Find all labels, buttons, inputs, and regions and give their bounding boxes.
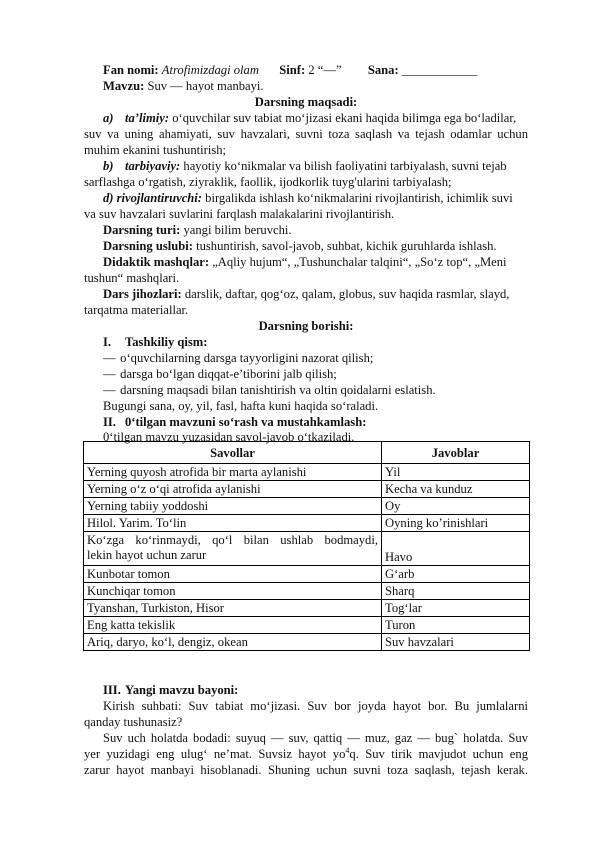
table-row [84, 498, 530, 515]
class-label: Sinf: [279, 63, 306, 77]
goal-b-label: tarbiyaviy: [125, 159, 181, 173]
answer-cell: Kecha va kunduz [382, 481, 530, 498]
section1-title-text: Tashkiliy qism: [125, 335, 208, 349]
section2-note: 0‘tilgan mavzu yuzasidan savol-javob o‘tkaziladi. [103, 430, 355, 444]
goal-d-line1 [103, 191, 513, 207]
answer-cell: Sharq [382, 583, 530, 600]
process-heading-text: Darsning borishi: [258, 319, 354, 333]
states-line1: Suv uch holatda bodadi: suyuq — suv, qattiq — muz, gaz — bug` holatda. Suv [103, 731, 528, 745]
states-line2-b: q. Suv tirik mavjudot uchun eng [349, 747, 528, 761]
question-cell: Ariq, daryo, ko‘l, dengiz, okean [84, 634, 382, 651]
question-cell: Kunchiqar tomon [84, 583, 382, 600]
column-header-questions: Savollar [84, 442, 382, 464]
topic-line [103, 79, 264, 95]
lesson-method-value: tushuntirish, savol-javob, suhbat, kichik guruhlarda ishlash. [196, 239, 497, 253]
section2-title [103, 415, 366, 431]
answer-cell: Oy [382, 498, 530, 515]
answer-cell: Yil [382, 464, 530, 481]
table-row [84, 481, 530, 498]
table-row [84, 600, 530, 617]
table-row [84, 566, 530, 583]
date-value: ____________ [401, 63, 478, 77]
superscript-mark: 4 [345, 745, 350, 755]
section2-number: II. [103, 415, 116, 429]
lesson-type-label: Darsning turi: [103, 223, 181, 237]
goal-a-label: ta’limiy: [125, 111, 170, 125]
topic-value: Suv — hayot manbayi. [147, 79, 264, 93]
goals-heading [84, 95, 528, 111]
subject-label: Fan nomi: [103, 63, 159, 77]
intro-line1: Kirish suhbati: Suv tabiat mo‘jizasi. Suv bor joyda hayot bor. Bu jumlalarni [103, 699, 528, 713]
answer-cell: Havo [382, 532, 530, 566]
answer-cell: Turon [382, 617, 530, 634]
question-cell: Yerning o‘z o‘qi atrofida aylanishi [84, 481, 382, 498]
section1-item3: darsning maqsadi bilan tanishtirish va oltin qoidalarni eslatish. [120, 383, 436, 397]
table-row [84, 515, 530, 532]
table-row [84, 583, 530, 600]
goal-b-line2: sarflashga o‘rgatish, ziyraklik, faollik, ijodkorlik tuyg'ularini tarbiyalash; [84, 175, 452, 189]
goal-a-line3: muhim ekanini tushuntirish; [84, 143, 227, 157]
didactic-text1: „Aqliy hujum“, „Tushunchalar talqini“, „So‘z top“, „Meni [212, 255, 507, 269]
table-row [84, 617, 530, 634]
didactic-line1 [103, 255, 507, 271]
question-cell: Yerning quyosh atrofida bir marta aylanishi [84, 464, 382, 481]
states-line3: zarur hayot manbayi hisoblanadi. Shuning uchun suvni toza saqlash, tejash kerak. [84, 763, 528, 777]
didactic-label: Didaktik mashqlar: [103, 255, 210, 269]
answer-cell: Tog‘lar [382, 600, 530, 617]
lesson-method-label: Darsning uslubi: [103, 239, 193, 253]
equipment-line2: tarqatma materiallar. [84, 303, 189, 317]
lesson-type-value: yangi bilim beruvchi. [183, 223, 292, 237]
question-cell-line2: lekin hayot uchun zarur [87, 548, 207, 562]
didactic-line2: tushun“ mashqlari. [84, 271, 180, 285]
dash-bullet: — [103, 351, 116, 365]
goal-a-line1 [103, 111, 528, 127]
section1-item1: o‘quvchilarning darsga tayyorligini nazorat qilish; [120, 351, 374, 365]
subject-value: Atrofimizdagi olam [161, 63, 259, 77]
table-row [84, 464, 530, 481]
goal-a-marker: a) [103, 111, 114, 125]
goal-a-text1: o‘quvchilar suv tabiat mo‘jizasi ekani haqida bilimga ega bo‘ladilar, [172, 111, 517, 125]
states-line2-a: yer yuzidagi eng ulug‘ ne’mat. Suvsiz hayot yo [84, 747, 346, 761]
section1-item [103, 367, 337, 383]
section1-number: I. [103, 335, 112, 349]
section3-number: III. [103, 683, 121, 697]
question-cell-line1: Ko‘zga ko‘rinmaydi, qo‘l bilan ushlab bodmaydi, [87, 533, 378, 547]
date-label: Sana: [367, 63, 399, 77]
states-line2 [84, 747, 528, 763]
section3-title [103, 683, 238, 699]
section1-note: Bugungi sana, oy, yil, fasl, hafta kuni haqida so‘raladi. [103, 399, 379, 413]
qa-table [83, 441, 530, 651]
equipment-label: Dars jihozlari: [103, 287, 182, 301]
section1-item [103, 383, 436, 399]
answer-cell: Oyning ko’rinishlari [382, 515, 530, 532]
section2-title-text: 0‘tilgan mavzuni so‘rash va mustahkamlash: [125, 415, 367, 429]
answer-cell: Suv havzalari [382, 634, 530, 651]
goals-heading-text: Darsning maqsadi: [254, 95, 358, 109]
process-heading [84, 319, 528, 335]
section3-title-text: Yangi mavzu bayoni: [125, 683, 239, 697]
equipment-text1: darslik, daftar, qog‘oz, qalam, globus, suv haqida rasmlar, slayd, [184, 287, 510, 301]
goal-d-text1: birgalikda ishlash ko‘nikmalarini rivojlantirish, ichimlik suvi [205, 191, 513, 205]
goal-b-marker: b) [103, 159, 114, 173]
section1-item2: darsga bo‘lgan diqqat-e’tiborini jalb qilish; [120, 367, 337, 381]
question-cell: Hilol. Yarim. To‘lin [84, 515, 382, 532]
header-line [103, 63, 477, 79]
topic-label: Mavzu: [103, 79, 145, 93]
intro-line2: qanday tushunasiz? [84, 715, 183, 729]
equipment-line1 [103, 287, 509, 303]
table-row [84, 532, 530, 566]
lesson-method-line [103, 239, 497, 255]
dash-bullet: — [103, 383, 116, 397]
answer-cell: G‘arb [382, 566, 530, 583]
class-value: 2 “—” [308, 63, 342, 77]
goal-b-line1 [103, 159, 507, 175]
goal-b-text1: hayotiy ko‘nikmalar va bilish faoliyatini tarbiyalash, suvni tejab [183, 159, 507, 173]
goal-d-label: d) rivojlantiruvchi: [103, 191, 203, 205]
question-cell [84, 532, 382, 566]
section1-item [103, 351, 373, 367]
table-row [84, 634, 530, 651]
dash-bullet: — [103, 367, 116, 381]
goal-d-line2: va suv havzalari suvlarini farqlash malakalarini rivojlantirish. [84, 207, 395, 221]
goal-a-line2: suv va uning ahamiyati, suv havzalari, suvni toza saqlash va tejash odamlar uchun [84, 127, 528, 141]
section1-title [103, 335, 207, 351]
question-cell: Tyanshan, Turkiston, Hisor [84, 600, 382, 617]
column-header-answers: Javoblar [382, 442, 530, 464]
question-cell: Eng katta tekislik [84, 617, 382, 634]
lesson-type-line [103, 223, 292, 239]
table-header-row [84, 442, 530, 464]
question-cell: Yerning tabiiy yoddoshi [84, 498, 382, 515]
question-cell: Kunbotar tomon [84, 566, 382, 583]
